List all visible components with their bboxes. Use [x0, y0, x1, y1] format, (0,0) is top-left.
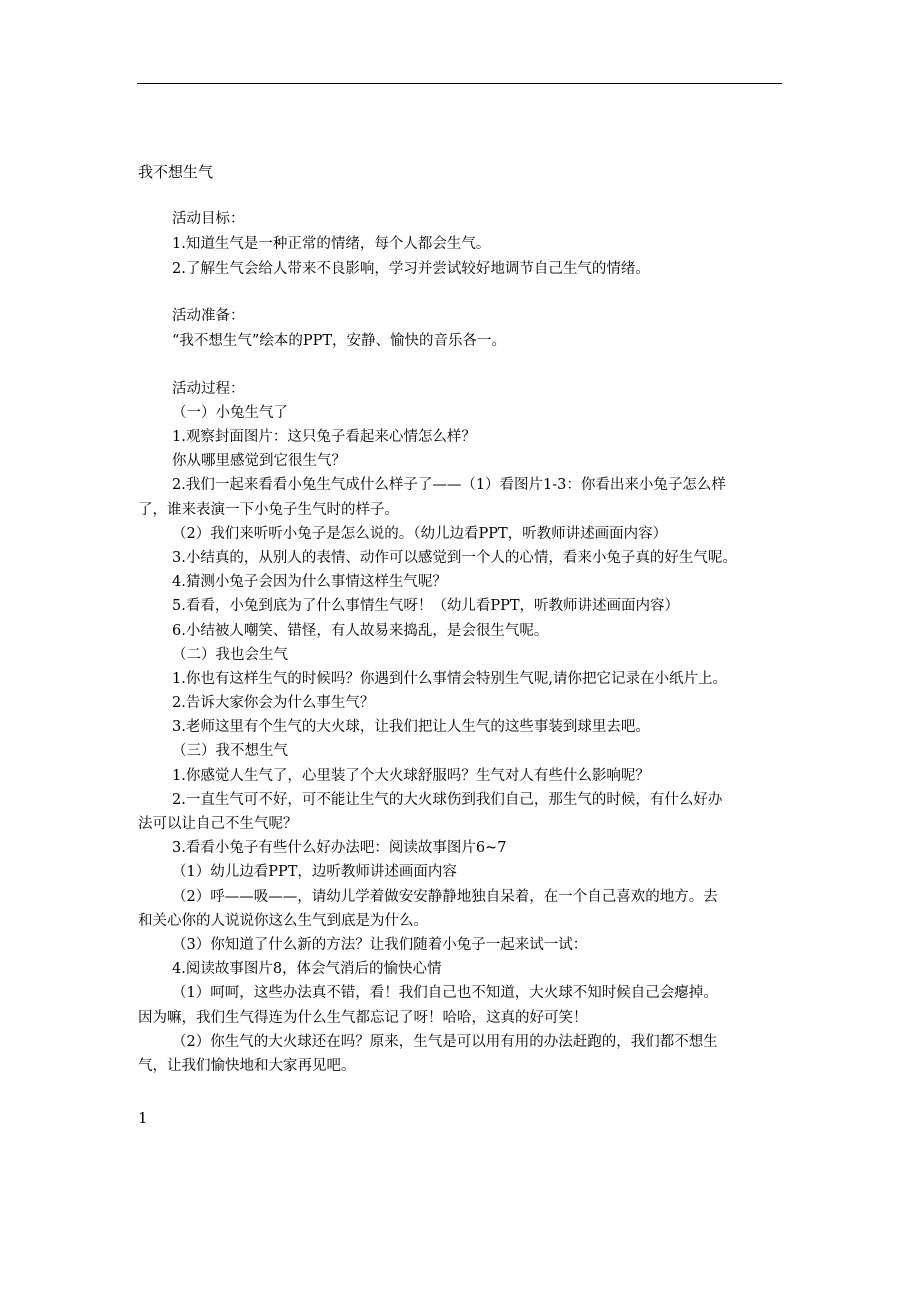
- paragraph-line: 1.你也有这样生气的时候吗？你遇到什么事情会特别生气呢,请你把它记录在小纸片上。: [172, 671, 727, 687]
- subsection-heading: （一）小兔生气了: [172, 405, 288, 421]
- document-title: 我不想生气: [138, 163, 214, 181]
- paragraph-line: 和关心你的人说说你这么生气到底是为什么。: [138, 913, 428, 929]
- section-heading-process: 活动过程：: [172, 381, 245, 397]
- paragraph-line: 6.小结被人嘲笑、错怪，有人故易来捣乱，是会很生气呢。: [172, 623, 549, 639]
- paragraph-line: 2.一直生气可不好，可不能让生气的大火球伤到我们自己，那生气的时候，有什么好办: [172, 792, 723, 808]
- paragraph-line: 1.你感觉人生气了，心里装了个大火球舒服吗？生气对人有些什么影响呢？: [172, 768, 650, 784]
- paragraph-line: （2）呼——吸——，请幼儿学着做安安静静地独自呆着，在一个自己喜欢的地方。去: [172, 889, 718, 905]
- paragraph-line: （3）你知道了什么新的方法？让我们随着小兔子一起来试一试：: [172, 937, 588, 953]
- paragraph-line: 3.小结真的，从别人的表情、动作可以感觉到一个人的心情，看来小兔子真的好生气呢。: [172, 550, 737, 566]
- paragraph-line: 4.猜测小兔子会因为什么事情这样生气呢？: [172, 574, 447, 590]
- subsection-heading: （三）我不想生气: [172, 743, 288, 759]
- paragraph-line: 气，让我们愉快地和大家再见吧。: [138, 1058, 356, 1074]
- paragraph-line: 2.我们一起来看看小兔生气成什么样子了——（1）看图片1-3：你看出来小兔子怎么样: [172, 477, 726, 493]
- paragraph-line: 3.看看小兔子有些什么好办法吧：阅读故事图片6~7: [172, 840, 507, 856]
- section-heading-goals: 活动目标：: [172, 211, 245, 227]
- paragraph-line: 了，谁来表演一下小兔子生气时的样子。: [138, 502, 399, 518]
- paragraph-line: （2）我们来听听小兔子是怎么说的。（幼儿边看PPT，听教师讲述画面内容）: [172, 526, 668, 542]
- paragraph-line: 2.告诉大家你会为什么事生气？: [172, 695, 375, 711]
- page-number: 1: [138, 1109, 148, 1127]
- paragraph-line: 法可以让自己不生气呢？: [138, 816, 298, 832]
- subsection-heading: （二）我也会生气: [172, 647, 288, 663]
- paragraph-line: 你从哪里感觉到它很生气？: [172, 453, 346, 469]
- paragraph-line: （2）你生气的大火球还在吗？原来，生气是可以用有用的办法赶跑的，我们都不想生: [172, 1034, 718, 1050]
- paragraph-line: （1）呵呵，这些办法真不错，看！我们自己也不知道，大火球不知时候自己会瘪掉。: [172, 985, 718, 1001]
- paragraph-line: （1）幼儿边看PPT，边听教师讲述画面内容: [172, 864, 457, 880]
- goal-item: 2.了解生气会给人带来不良影响，学习并尝试较好地调节自己生气的情绪。: [172, 261, 650, 277]
- paragraph-line: 因为嘛，我们生气得连为什么生气都忘记了呀！哈哈，这真的好可笑！: [138, 1010, 588, 1026]
- paragraph-line: 5.看看，小兔到底为了什么事情生气呀！（幼儿看PPT，听教师讲述画面内容）: [172, 598, 680, 614]
- header-rule: [137, 83, 782, 84]
- goal-item: 1.知道生气是一种正常的情绪，每个人都会生气。: [172, 236, 491, 252]
- paragraph-line: 4.阅读故事图片8，体会气消后的愉快心情: [172, 961, 442, 977]
- paragraph-line: 3.老师这里有个生气的大火球，让我们把让人生气的这些事装到球里去吧。: [172, 719, 650, 735]
- preparation-text: “我不想生气”绘本的PPT，安静、愉快的音乐各一。: [172, 333, 507, 349]
- paragraph-line: 1.观察封面图片：这只兔子看起来心情怎么样？: [172, 429, 476, 445]
- section-heading-preparation: 活动准备：: [172, 308, 245, 324]
